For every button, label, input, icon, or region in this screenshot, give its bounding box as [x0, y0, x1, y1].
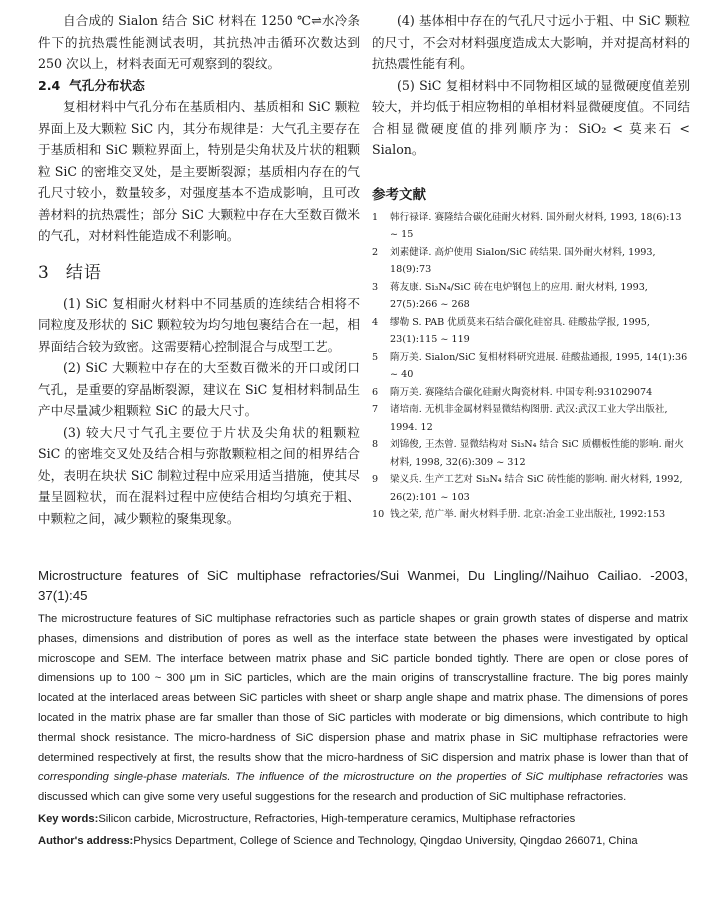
conclusion-1: (1) SiC 复相耐火材料中不同基质的连续结合相将不同粒度及形状的 SiC 颗粒较为均匀地包裹结合在一起，相界面结合较为致密。这需要精心控制混合与成型工艺。: [38, 295, 360, 354]
abstract-body-end: was discussed which can give some very useful suggestions for the research and production of SiC multiphase refractories.: [38, 771, 688, 804]
abstract-title: Microstructure features of SiC multiphase refractories/Sui Wanmei, Du Lingling//Naihuo Cailiao. -2003, 37(1):45: [38, 568, 688, 603]
reference-number: 8: [372, 439, 379, 450]
reference-item: [372, 401, 690, 436]
address-line: [38, 832, 688, 852]
intro-paragraph: 自合成的 Sialon 结合 SiC 材料在 1250 ℃⇌水冷条件下的抗热震性能测试表明，其抗热冲击循环次数达到 250 次以上，材料表面无可观察到的裂纹。: [38, 13, 360, 71]
reference-text: 隋万美. Sialon/SiC 复相材料研究进展. 硅酸盐通报, 1995, 14(1):36 ~ 40: [390, 351, 688, 380]
reference-text: 隋万美. 赛隆结合碳化硅耐火陶瓷材料. 中国专利:931029074: [390, 386, 653, 398]
english-abstract: [38, 566, 688, 852]
reference-list: [372, 209, 690, 524]
reference-text: 梁义兵. 生产工艺对 Si₃N₄ 结合 SiC 砖性能的影响. 耐火材料, 1992, 26(2):101 ~ 103: [390, 474, 683, 503]
reference-text: 韩行禄译. 赛隆结合碳化硅耐火材料. 国外耐火材料, 1993, 18(6):13 ~ 15: [390, 211, 682, 240]
reference-item: [372, 436, 690, 471]
reference-item: [372, 244, 690, 279]
section-2-4-body: 复相材料中气孔分布在基质相内、基质相和 SiC 颗粒界面上及大颗粒 SiC 内，其分布规律是：大气孔主要存在于基质相和 SiC 颗粒界面上，特别是尖角状及片状的粗颗粒 SiC 的密堆交叉处，是主要断裂源；基质相内存在的气孔尺寸较小，数量较多，对强度基本不造成影响，且可改善材料的抗热震性；部分 SiC 大颗粒中存在大至数百微米的气孔，对材料性能造成不利影响。: [38, 99, 360, 243]
section-number: 2.4: [38, 77, 61, 93]
section-2-4-heading: [38, 75, 360, 97]
reference-item: [372, 209, 690, 244]
references-heading: 参考文献: [372, 186, 426, 203]
reference-text: 蒋友康. Si₃N₄/SiC 砖在电炉钢包上的应用. 耐火材料, 1993, 27(5):266 ~ 268: [390, 281, 648, 310]
keywords-line: [38, 810, 688, 830]
reference-item: [372, 506, 690, 524]
abstract-body: [38, 610, 688, 808]
reference-text: 诸培南. 无机非金属材料显微结构图册. 武汉:武汉工业大学出版社, 1994. 12: [390, 404, 668, 433]
conclusion-5: (5) SiC 复相材料中不同物相区域的显微硬度值差别较大，并均低于相应物相的单相材料显微硬度值。不同结合相显微硬度值的排列顺序为：SiO₂ < 莫来石 < Sialon。: [372, 77, 690, 157]
reference-item: [372, 471, 690, 506]
reference-number: 2: [372, 246, 379, 258]
reference-item: [372, 314, 690, 349]
conclusion-2: (2) SiC 大颗粒中存在的大至数百微米的开口或闭口气孔，是重要的穿晶断裂源，建议在 SiC 复相材料制品生产中尽量减少粗颗粒 SiC 的最大尺寸。: [38, 360, 360, 418]
left-column: [38, 10, 360, 529]
reference-number: 3: [372, 281, 379, 293]
section-title: 气孔分布状态: [69, 77, 145, 93]
reference-item: [372, 384, 690, 402]
abstract-body-italic: corresponding single-phase materials. The influence of the microstructure on the properties of SiC multiphase refractories: [38, 771, 664, 784]
reference-number: 10: [372, 509, 385, 520]
reference-text: 缪勒 S. PAB 优质莫来石结合碳化硅窑具. 硅酸盐学报, 1995, 23(1):115 ~ 119: [390, 316, 650, 345]
section-number: 3: [38, 262, 50, 283]
keywords-text: Silicon carbide, Microstructure, Refractories, High-temperature ceramics, Multiphase refractories: [98, 812, 576, 825]
reference-number: 6: [372, 386, 379, 398]
reference-number: 4: [372, 316, 379, 328]
reference-item: [372, 279, 690, 314]
reference-number: 5: [372, 351, 379, 363]
reference-number: 1: [372, 211, 379, 223]
conclusion-4: (4) 基体相中存在的气孔尺寸远小于粗、中 SiC 颗粒的尺寸，不会对材料强度造成太大影响，并对提高材料的抗热震性能有利。: [372, 13, 690, 71]
conclusion-3: (3) 较大尺寸气孔主要位于片状及尖角状的粗颗粒 SiC 的密堆交叉处及结合相与弥散颗粒相之间的相界结合处，表明在块状 SiC 制粒过程中应采用适当措施，使其尽量呈圆粒状，而在混料过程中应使结合相均匀填充于粗、中颗粒之间，减少颗粒的聚集现象。: [38, 424, 360, 526]
right-column: [372, 10, 690, 524]
address-text: Physics Department, College of Science and Technology, Qingdao University, Qingdao 266071, China: [133, 834, 638, 847]
keywords-label: Key words:: [38, 812, 99, 825]
section-title: 结语: [65, 262, 102, 283]
abstract-body-text: The microstructure features of SiC multiphase refractories such as particle shapes or grain growth states of disperse and matrix phases, dimensions and distribution of pores as well as the interface state between the phases were investigated by optical microscope and SEM. The interface between matrix phase and SiC particle bonded tightly. There are open or close pores of dimensions up to 100 ~ 300 μm in SiC particles, which are the main origins of transcrystalline fracture. The big pores mainly located at the interlaced areas between SiC particles with sheet or sharp angle shape and matrix phase. The dimensions of pores located in the matrix phase are far smaller than those of SiC particles with moderate or big dimensions, which contribute to high thermal shock resistance. The micro-hardness of SiC dispersion phase and matrix phase in SiC multiphase refractories were determined respectively at first, the results show that the micro-hardness of SiC dispersion and matrix phase is lower than that of: [38, 613, 688, 764]
address-label: Author's address:: [38, 834, 134, 847]
reference-item: [372, 349, 690, 384]
reference-text: 刘锦俊, 王杰曾. 显微结构对 Si₃N₄ 结合 SiC 质棚板性能的影响. 耐火材料, 1998, 32(6):309 ~ 312: [390, 439, 684, 468]
reference-text: 钱之荣, 范广举. 耐火材料手册. 北京:冶金工业出版社, 1992:153: [390, 509, 666, 520]
section-3-heading: [38, 261, 360, 285]
reference-text: 刘素健译. 高炉使用 Sialon/SiC 砖结果. 国外耐火材料, 1993, 18(9):73: [390, 246, 656, 275]
reference-number: 7: [372, 404, 379, 415]
reference-number: 9: [372, 474, 379, 485]
